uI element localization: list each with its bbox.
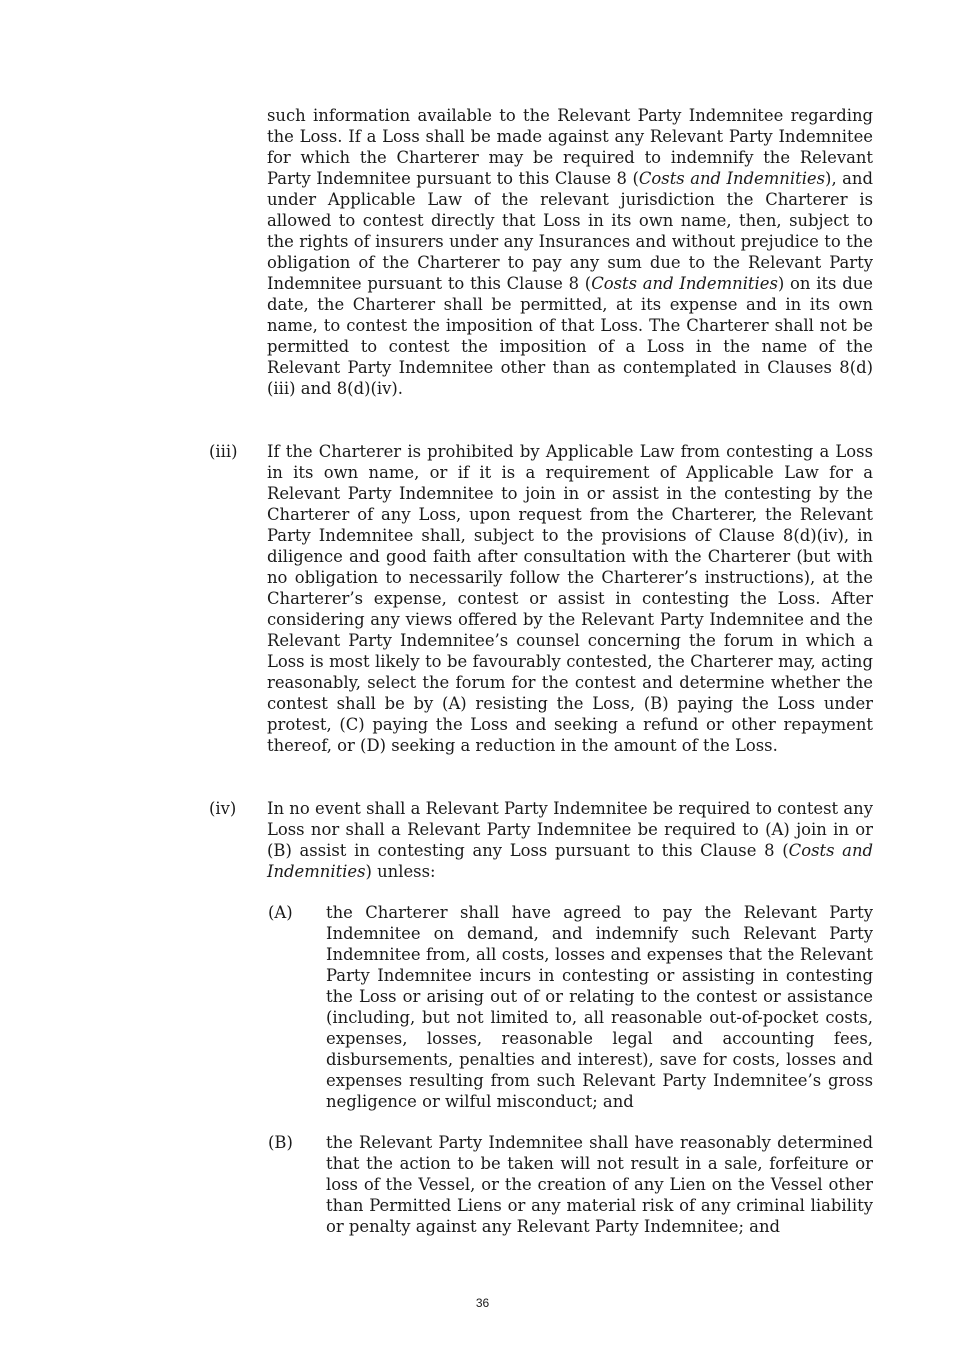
sub-clause-a [268, 902, 873, 1112]
clause-iii [209, 441, 873, 756]
clause-iii-text: If the Charterer is prohibited by Applicable Law from contesting a Loss in its own name, or if it is a requirement of Applicable Law for a Relevant Party Indemnitee to join in or assist in the contesting by the Charterer of any Loss, upon request from the Charterer, the Relevant Party Indemnitee shall, subject to the provisions of Clause 8(d)(iv), in diligence and good faith after consultation with the Charterer (but with no obligation to necessarily follow the Charterer’s instructions), at the Charterer’s expense, contest or assist in contesting the Loss. After considering any views offered by the Relevant Party Indemnitee and the Relevant Party Indemnitee’s counsel concerning the forum in which a Loss is most likely to be favourably contested, the Charterer may, acting reasonably, select the forum for the contest and determine whether the contest shall be by (A) resisting the Loss, (B) paying the Loss under protest, (C) paying the Loss and seeking a refund or other repayment thereof, or (D) seeking a reduction in the amount of the Loss. [267, 442, 873, 755]
clause-iv-italic: Costs and Indemnities [267, 841, 874, 881]
sub-clause-b [268, 1132, 873, 1237]
page-number: 36 [475, 1296, 490, 1310]
intro-text-1: such information available to the Relevant Party Indemnitee regarding the Loss. If a Loss shall be made against any Relevant Party Indemnitee for which the Charterer may be required to indemnify the Relevant Party Indemnitee pursuant to this Clause 8 ( [267, 106, 873, 188]
clause-iv-label: (iv) [209, 799, 237, 818]
continuation-paragraph [267, 105, 873, 399]
clause-iv [209, 798, 874, 882]
clause-iv-text-1: In no event shall a Relevant Party Indemnitee be required to contest any Loss nor shall a Relevant Party Indemnitee be required to (A) join in or (B) assist in contesting any Loss pursuant to this Clause 8 ( [267, 799, 873, 860]
clause-iv-text-2: ) unless: [365, 862, 436, 881]
sub-clause-a-text: the Charterer shall have agreed to pay the Relevant Party Indemnitee on demand, and indemnify such Relevant Party Indemnitee from, all costs, losses and expenses that the Relevant Party Indemnitee incurs in contesting or assisting in contesting the Loss or arising out of or relating to the contest or assistance (including, but not limited to, all reasonable out-of-pocket costs, expenses, losses, reasonable legal and accounting fees, disbursements, penalties and interest), save for costs, losses and expenses resulting from such Relevant Party Indemnitee’s gross negligence or wilful misconduct; and [326, 903, 873, 1111]
sub-clause-a-label: (A) [268, 903, 293, 922]
intro-italic-2: Costs and Indemnities [591, 274, 778, 293]
intro-text-3: ) on its due date, the Charterer shall be permitted, at its expense and in its own name, to contest the imposition of that Loss. The Charterer shall not be permitted to contest the imposition of a Loss in the name of the Relevant Party Indemnitee other than as contemplated in Clauses 8(d)(iii) and 8(d)(iv). [267, 274, 873, 398]
clause-iii-label: (iii) [209, 442, 238, 461]
intro-text-2: ), and under Applicable Law of the relevant jurisdiction the Charterer is allowed to contest directly that Loss in its own name, then, subject to the rights of insurers under any Insurances and without prejudice to the obligation of the Charterer to pay any sum due to the Relevant Party Indemnitee pursuant to this Clause 8 ( [267, 169, 873, 293]
sub-clause-b-label: (B) [268, 1133, 293, 1152]
sub-clause-b-text: the Relevant Party Indemnitee shall have reasonably determined that the action to be taken will not result in a sale, forfeiture or loss of the Vessel, or the creation of any Lien on the Vessel other than Permitted Liens or any material risk of any criminal liability or penalty against any Relevant Party Indemnitee; and [326, 1133, 873, 1236]
intro-italic-1: Costs and Indemnities [638, 169, 826, 188]
